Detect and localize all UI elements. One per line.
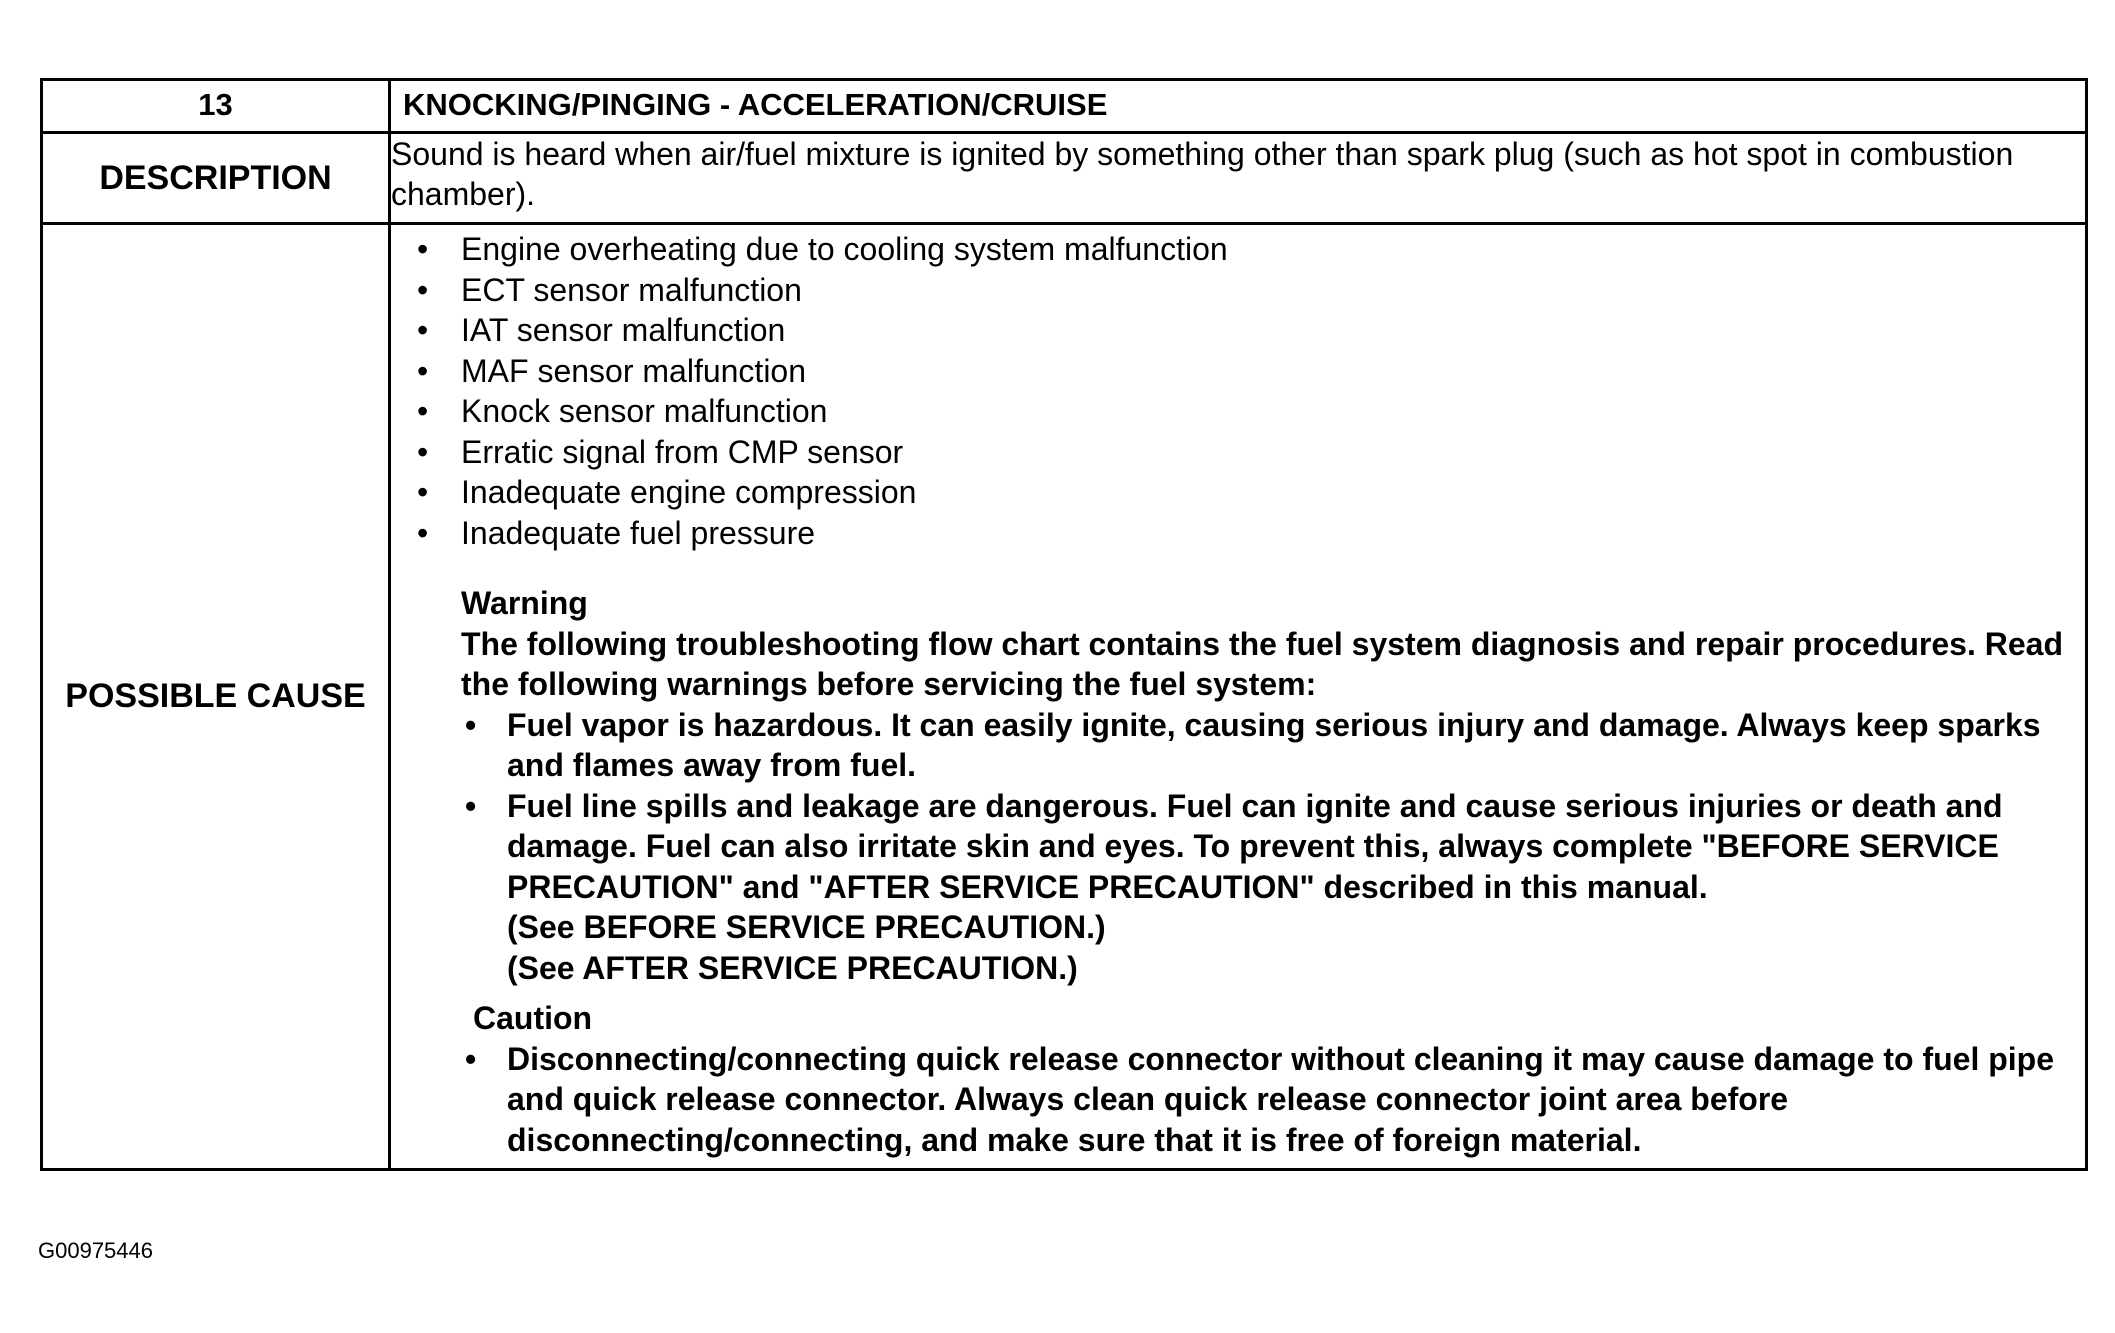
cause-item: • Knock sensor malfunction [403,391,2071,432]
caution-heading: Caution [473,1000,593,1036]
symptom-title: KNOCKING/PINGING - ACCELERATION/CRUISE [390,80,2087,133]
cause-item: • IAT sensor malfunction [403,310,2071,351]
figure-id: G00975446 [38,1238,153,1263]
description-row [42,133,2087,224]
see-before-link[interactable]: (See BEFORE SERVICE PRECAUTION.) [507,909,1106,945]
cause-item: • Inadequate fuel pressure [403,513,2071,554]
warning-heading: Warning [461,585,588,621]
warning-intro: The following troubleshooting flow chart contains the fuel system diagnosis and repair procedures. Read the following warnings before servicing the fuel system: [461,625,2063,702]
warning-list [461,705,2071,989]
cause-item: • ECT sensor malfunction [403,270,2071,311]
cause-item: • MAF sensor malfunction [403,351,2071,392]
warning-item-text: Fuel line spills and leakage are dangerous. Fuel can ignite and cause serious injuries or death and damage. Fuel can also irritate skin and eyes. To prevent this, always complete "BEFORE SERVICE PRECAUTION" and "AFTER SERVICE PRECAUTION" described in this manual. [507,787,2003,905]
possible-cause-row [42,224,2087,1170]
warning-block [461,583,2071,988]
possible-cause-content [390,224,2087,1170]
caution-list [461,1039,2071,1161]
symptom-number: 13 [42,80,390,133]
description-label: DESCRIPTION [42,133,390,224]
caution-item: • Disconnecting/connecting quick release connector without cleaning it may cause damage to fuel pipe and quick release connector. Always clean quick release connector joint area before disconnecting/connecting, and make sure that it is free of foreign material. [461,1039,2071,1161]
warning-item [461,786,2071,989]
warning-item: • Fuel vapor is hazardous. It can easily ignite, causing serious injury and damage. Always keep sparks and flames away from fuel. [461,705,2071,786]
description-text: Sound is heard when air/fuel mixture is ignited by something other than spark plug (such as hot spot in combustion chamber). [390,133,2087,224]
troubleshooting-table [40,78,2088,1171]
see-after-link[interactable]: (See AFTER SERVICE PRECAUTION.) [507,949,1078,986]
cause-item: • Erratic signal from CMP sensor [403,432,2071,473]
cause-list [403,229,2071,553]
cause-item: • Inadequate engine compression [403,472,2071,513]
possible-cause-label: POSSIBLE CAUSE [42,224,390,1170]
cause-item: • Engine overheating due to cooling system malfunction [403,229,2071,270]
header-row [42,80,2087,133]
caution-block [461,998,2071,1160]
